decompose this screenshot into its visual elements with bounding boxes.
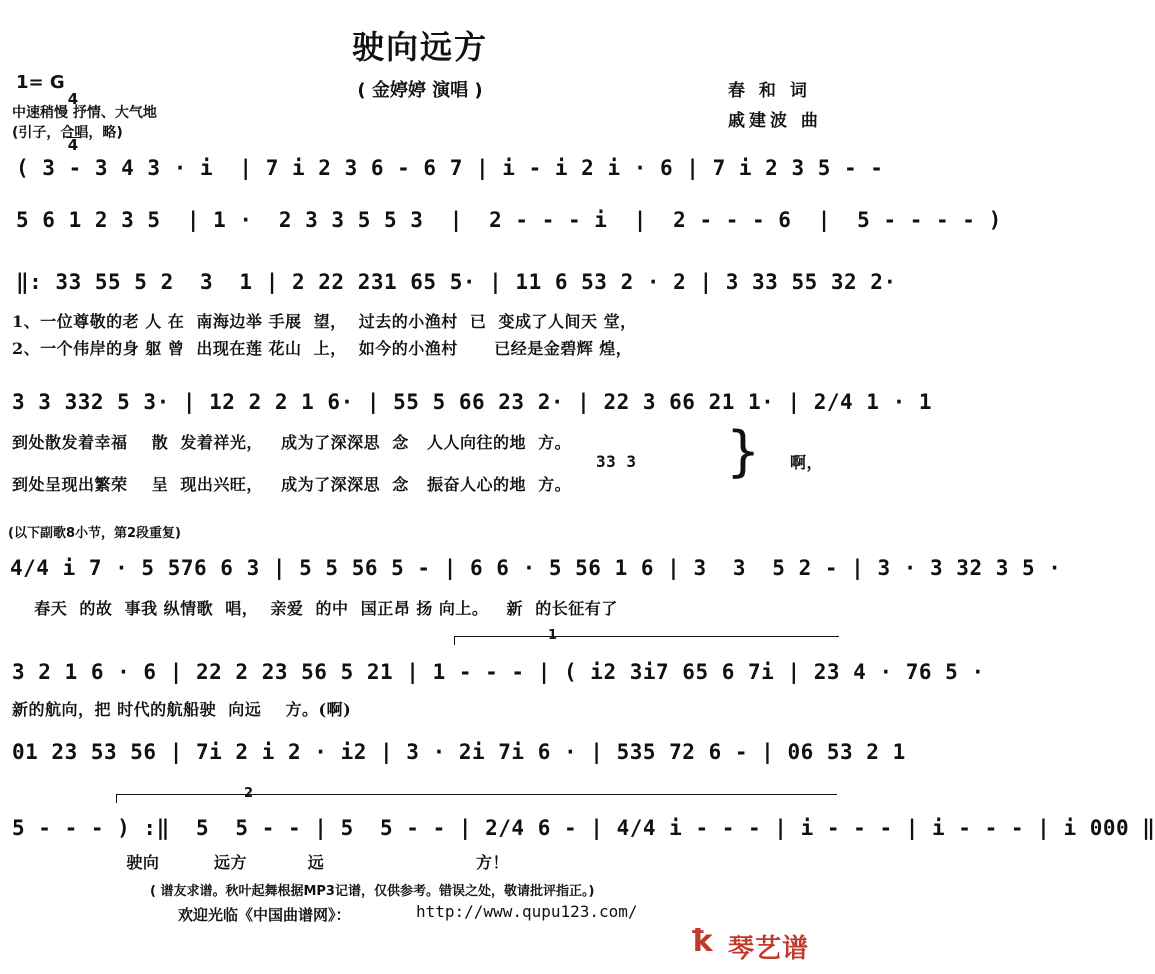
time-sig-bottom: 4 — [67, 136, 79, 154]
score-line-4: 3 3 332 5 3· | 12 2 2 1 6· | 55 5 66 23 2· | 22 3 66 21 1· | 2/4 1 · 1 — [12, 390, 933, 414]
lyric-line-8: 驶向 远方 远 方！ — [96, 853, 509, 872]
song-title: 驶向远方 — [351, 28, 488, 66]
score-line-6: 3 2 1 6 · 6 | 22 2 23 56 5 21 | 1 - - - | ( i2 3i7 65 6 7i | 23 4 · 76 5 · — [12, 660, 985, 684]
lyric-line-3a: 1、一位尊敬的老 人 在 南海边举 手展 望， 过去的小渔村 已 变成了人间天 堂， — [12, 312, 637, 331]
score-line-5: 4/4 i 7 · 5 576 6 3 | 5 5 56 5 - | 6 6 · 5 56 1 6 | 3 3 5 2 - | 3 · 3 32 3 5 · — [10, 556, 1062, 580]
time-sig-top: 4 — [67, 90, 79, 108]
volta-bracket-2 — [116, 794, 837, 803]
singer-credit: ( 金婷婷 演唱 ) — [357, 80, 483, 101]
verse-brace: } — [726, 420, 761, 483]
score-line-1: ( 3 - 3 4 3 · i | 7 i 2 3 6 - 6 7 | i - i 2 i · 6 | 7 i 2 3 5 - - — [16, 156, 884, 180]
footer-url[interactable]: http://www.qupu123.com/ — [416, 902, 638, 921]
ah-lyric: 啊， — [790, 453, 824, 472]
score-line-2: 5 6 1 2 3 5 | 1 · 2 3 3 5 5 3 | 2 - - - i | 2 - - - 6 | 5 - - - - ) — [16, 208, 1002, 232]
lyric-line-4a: 到处散发着幸福 散 发着祥光， 成为了深深思 念 人人向往的地 方。 — [12, 433, 572, 452]
repeat-note: (以下副歌8小节，第2段重复) — [8, 526, 181, 541]
lyric-line-5: 春天 的故 事我 纵情歌 唱， 亲爱 的中 国正昂 扬 向上。 新 的长征有了 — [10, 599, 618, 618]
qinyipu-logo-icon: ꝁ — [692, 924, 713, 959]
volta-1-label: 1 — [548, 628, 558, 643]
score-line-3: ‖: 33 55 5 2 3 1 | 2 22 231 65 5· | 11 6 53 2 · 2 | 3 33 55 32 2· — [16, 270, 897, 294]
volta-2-label: 2 — [244, 786, 254, 801]
lyric-line-3b: 2、一个伟岸的身 躯 曾 出现在莲 花山 上， 如今的小渔村 已经是金碧辉 煌， — [12, 339, 633, 358]
lyricist-credit: 春 和 词 — [728, 81, 811, 101]
tempo-marking: 中速稍慢 抒情、大气地 — [12, 105, 157, 121]
intro-note: (引子，合唱，略) — [12, 125, 123, 141]
alternate-notes: 33 3 — [596, 452, 637, 471]
site-logo-text: 琴艺谱 — [728, 934, 810, 964]
footer-welcome: 欢迎光临《中国曲谱网》： — [178, 906, 351, 924]
composer-credit: 戚建波 曲 — [728, 111, 822, 131]
key-signature: 1= G — [16, 72, 65, 93]
volta-bracket-1 — [454, 636, 839, 645]
lyric-line-4b: 到处呈现出繁荣 呈 现出兴旺， 成为了深深思 念 振奋人心的地 方。 — [12, 475, 572, 494]
score-line-7: 01 23 53 56 | 7i 2 i 2 · i2 | 3 · 2i 7i 6 · | 535 72 6 - | 06 53 2 1 — [12, 740, 906, 764]
footer-note: ( 谱友求谱。秋叶起舞根据MP3记谱，仅供参考。错误之处，敬请批评指正。) — [150, 884, 595, 899]
score-line-8: 5 - - - ) :‖ 5 5 - - | 5 5 - - | 2/4 6 - | 4/4 i - - - | i - - - | i - - - | i 000 ‖ — [12, 816, 1155, 840]
lyric-line-6: 新的航向，把 时代的航船驶 向远 方。(啊) — [12, 700, 352, 719]
